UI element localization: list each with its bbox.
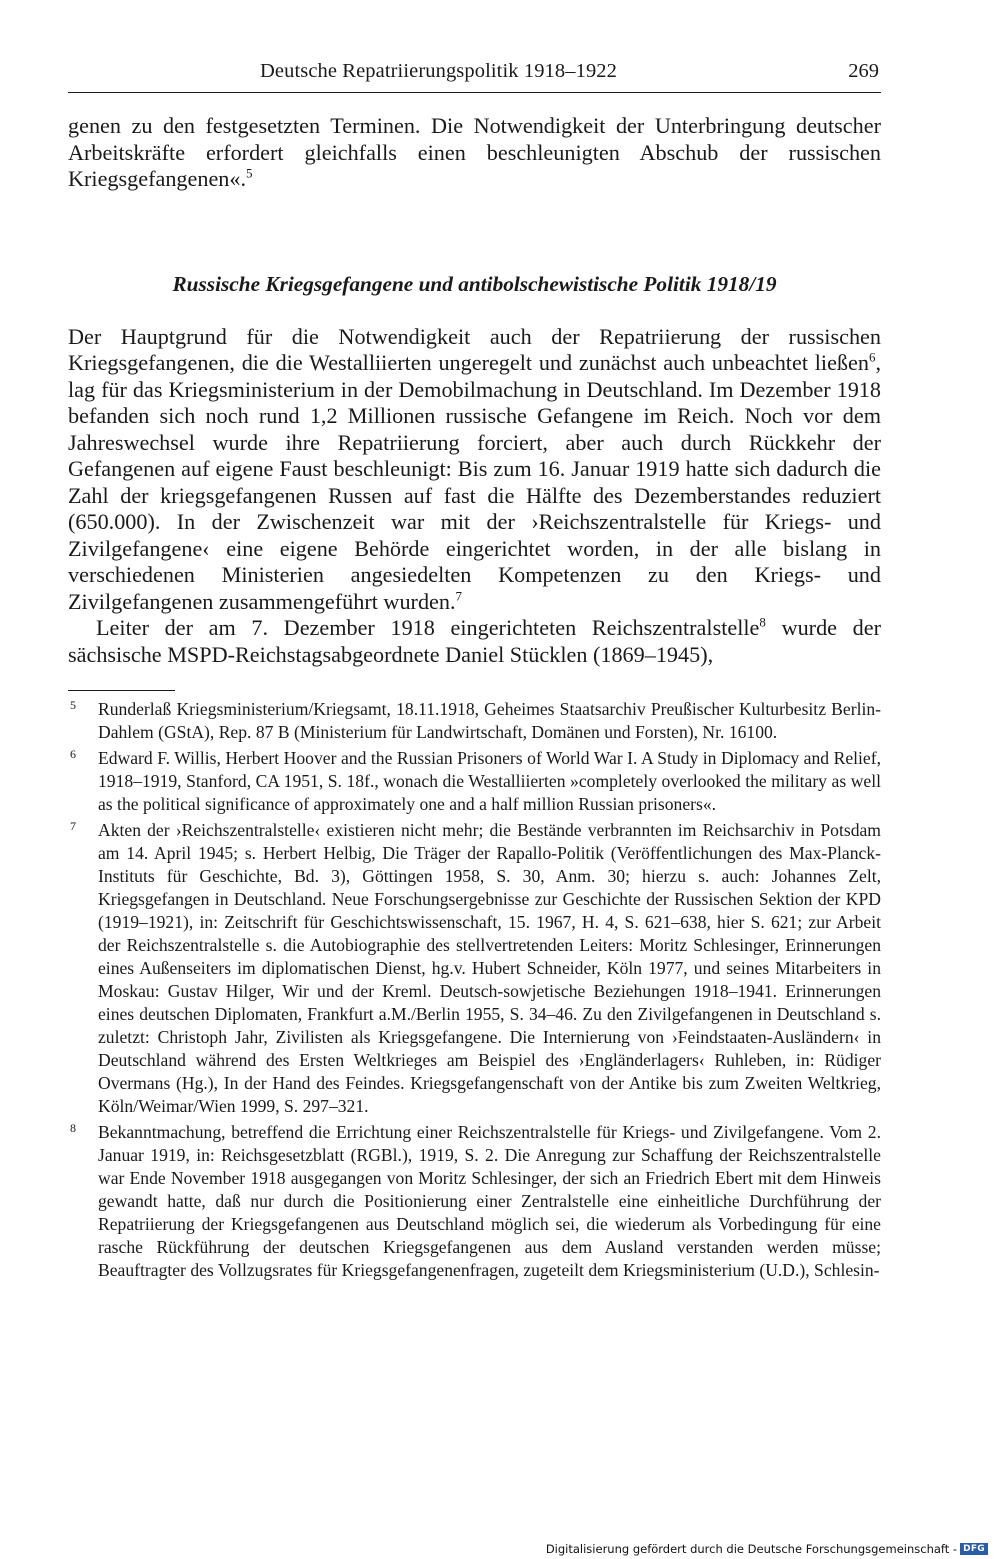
footnote-reference[interactable]: 6 — [868, 349, 876, 365]
footnote — [68, 698, 881, 744]
footnote-number: 5 — [70, 698, 76, 712]
digitization-credit — [546, 1542, 988, 1556]
page-number: 269 — [848, 60, 879, 82]
footnote-reference[interactable]: 8 — [759, 614, 766, 630]
page — [68, 56, 881, 1285]
footnote-text: Akten der ›Reichszentralstelle‹ existieren nicht mehr; die Bestände verbrannten im Reichsarchiv in Potsdam am 14. April 1945; s. Herbert Helbig, Die Träger der Rapallo-Politik (Veröffentlichungen des Max-Planck-Instituts für Geschichte, Bd. 3), Göttingen 1958, S. 30, Anm. 30; hierzu s. auch: Johannes Zelt, Kriegsgefangen in Deutschland. Neue Forschungsergebnisse zur Geschichte der Russischen Sektion der KPD (1919–1921), in: Zeitschrift für Geschichtswissenschaft, 15. 1967, H. 4, S. 621–638, hier S. 621; zur Arbeit der Reichszentralstelle s. die Autobiographie des stellvertretenden Leiters: Moritz Schlesinger, Erinnerungen eines Außenseiters im diplomatischen Dienst, hg.v. Hubert Schneider, Köln 1977, und seines Mitarbeiters in Moskau: Gustav Hilger, Wir und der Kreml. Deutsch-sowjetische Beziehungen 1918–1941. Erinnerungen eines deutschen Diplomaten, Frankfurt a.M./Berlin 1955, S. 34–46. Zu den Zivilgefangenen in Deutschland s. zuletzt: Christoph Jahr, Zivilisten als Kriegsgefangene. Die Internierung von ›Feindstaaten-Ausländern‹ in Deutschland während des Ersten Weltkrieges am Beispiel des ›Engländerlagers‹ Ruhleben, in: Rüdiger Overmans (Hg.), In der Hand des Feindes. Kriegsgefangenschaft von der Antike bis zum Zweiten Weltkrieg, Köln/Weimar/Wien 1999, S. 297–321. — [98, 820, 881, 1116]
body-paragraph — [68, 615, 881, 668]
footnote — [68, 747, 881, 816]
footnote-number: 7 — [70, 819, 76, 833]
footnote — [68, 819, 881, 1118]
running-head — [68, 56, 881, 93]
footnote-reference[interactable]: 7 — [455, 588, 463, 604]
dfg-logo: DFG — [960, 1543, 988, 1555]
footnote-number: 6 — [70, 747, 76, 761]
footnote-number: 8 — [70, 1121, 76, 1135]
footnote-separator — [68, 690, 175, 691]
footnote-reference[interactable]: 5 — [246, 165, 253, 181]
running-title: Deutsche Repatriierungspolitik 1918–1922 — [260, 60, 617, 82]
footnote-text: Bekanntmachung, betreffend die Errichtung einer Reichszentralstelle für Kriegs- und Zivilgefangene. Vom 2. Januar 1919, in: Reichsgesetzblatt (RGBl.), 1919, S. 2. Die Anregung zur Schaffung der Reichszentralstelle war Ende November 1918 ausgegangen von Moritz Schlesinger, der sich an Friedrich Ebert mit dem Hinweis gewandt hatte, daß nur durch die Positionierung einer Zentralstelle eine einheitliche Durchführung der Repatriierung der Kriegsgefangenen aus Deutschland möglich sei, die wiederum als Vorbedingung für eine rasche Rückführung der deutschen Kriegsgefangenen aus dem Ausland verstanden werden müsse; Beauftragter des Vollzugsrates für Kriegsgefangenenfragen, zugeteilt dem Kriegsministerium (U.D.), Schlesin- — [98, 1122, 881, 1280]
digitization-credit-text: Digitalisierung gefördert durch die Deutsche Forschungsgemeinschaft - — [545, 1542, 958, 1556]
paragraph-text: , lag für das Kriegsministerium in der Demobilmachung in Deutschland. Im Dezember 1918 befanden sich noch rund 1,2 Millionen russische Gefangene im Reich. Noch vor dem Jahreswechsel wurde ihre Repatriierung forciert, aber auch durch Rückkehr der Gefangenen auf eigene Faust beschleunigt: Bis zum 16. Januar 1919 hatte sich dadurch die Zahl der kriegsgefangenen Russen auf fast die Hälfte des Dezemberstandes reduziert (650.000). In der Zwischenzeit war mit der ›Reichszentralstelle für Kriegs- und Zivilgefangene‹ eine eigene Behörde eingerichtet worden, in der alle bislang in verschiedenen Ministerien angesiedelten Kompetenzen zu den Kriegs- und Zivilgefangenen zusammengeführt wurden. — [68, 350, 881, 614]
footnotes — [68, 698, 881, 1282]
paragraph-text: Leiter der am 7. Dezember 1918 eingerichteten Reichszentralstelle — [96, 615, 760, 640]
footnote — [68, 1121, 881, 1282]
body-paragraph — [68, 324, 881, 616]
footnote-text: Edward F. Willis, Herbert Hoover and the Russian Prisoners of World War I. A Study in Diplomacy and Relief, 1918–1919, Stanford, CA 1951, S. 18f., wonach die Westalliierten »completely overlooked the military as well as the political significance of approximately one and a half million Russian prisoners«. — [98, 748, 881, 814]
intro-paragraph — [68, 113, 881, 193]
paragraph-text: Der Hauptgrund für die Notwendigkeit auch der Repatriierung der russischen Kriegsgefangenen, die die Westalliierten ungeregelt und zunächst auch unbeachtet ließen — [68, 323, 881, 375]
intro-paragraph-text: genen zu den festgesetzten Terminen. Die Notwendigkeit der Unterbringung deutscher Arbeitskräfte erfordert gleichfalls einen beschleunigten Abschub der russischen Kriegsgefangenen«. — [68, 113, 881, 191]
section-heading: Russische Kriegsgefangene und antibolschewistische Politik 1918/19 — [172, 271, 777, 296]
footnote-text: Runderlaß Kriegsministerium/Kriegsamt, 18.11.1918, Geheimes Staatsarchiv Preußischer Kulturbesitz Berlin-Dahlem (GStA), Rep. 87 B (Ministerium für Landwirtschaft, Domänen und Forsten), Nr. 16100. — [98, 699, 881, 742]
paragraph-text: wurde der sächsische MSPD-Reichstagsabgeordnete Daniel Stücklen (1869–1945), — [68, 615, 881, 667]
